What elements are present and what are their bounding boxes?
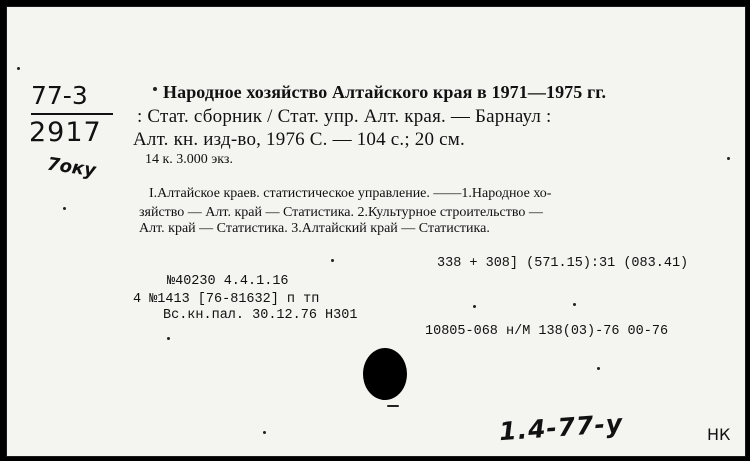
subjects-line-2: зяйство — Алт. край — Статистика. 2.Культурное строительство — [139, 205, 543, 220]
title-line: Народное хозяйство Алтайского края в 1971—1975 гг. [163, 82, 607, 102]
index-line: 10805-068 н/М 138(03)-76 00-76 [425, 324, 669, 339]
classification-index: 338 + 308] (571.15):31 (083.41) [437, 256, 689, 271]
order-number: №40230 4.4.1.16 [167, 274, 289, 289]
description-line-2: : Стат. сборник / Стат. упр. Алт. края. — Барнаул : [137, 106, 552, 127]
shelf-mark-rule [31, 113, 113, 115]
speck [727, 157, 730, 160]
shelf-mark-top: 77-3 [31, 81, 88, 110]
book-chamber-note: Вс.кн.пал. 30.12.76 Н301 [163, 308, 358, 323]
speck [473, 305, 476, 308]
speck [167, 337, 170, 340]
handwritten-date: 1.4-77-у [498, 408, 625, 447]
initials-mark: НК [707, 425, 731, 444]
shelf-mark-bottom: 2917 [29, 117, 102, 148]
speck [597, 367, 600, 370]
speck [17, 67, 20, 70]
speck [573, 303, 576, 306]
punch-hole [363, 348, 407, 400]
speck [263, 431, 266, 434]
speck [63, 207, 66, 210]
price-line: 14 к. 3.000 экз. [145, 152, 233, 167]
description-line-3: Алт. кн. изд-во, 1976 С. — 104 с.; 20 см. [133, 129, 465, 150]
speck [331, 259, 334, 262]
print-number: 4 №1413 [76-81632] п тп [133, 292, 320, 307]
subjects-line-3: Алт. край — Статистика. 3.Алтайский край — Статистика. [139, 221, 490, 236]
speck [387, 405, 399, 407]
speck [153, 87, 157, 91]
handwritten-note: 7оку [45, 153, 98, 182]
catalog-card [6, 6, 746, 457]
subjects-line-1: I.Алтайское краев. статистическое управление. ——1.Народное хо- [149, 186, 552, 201]
